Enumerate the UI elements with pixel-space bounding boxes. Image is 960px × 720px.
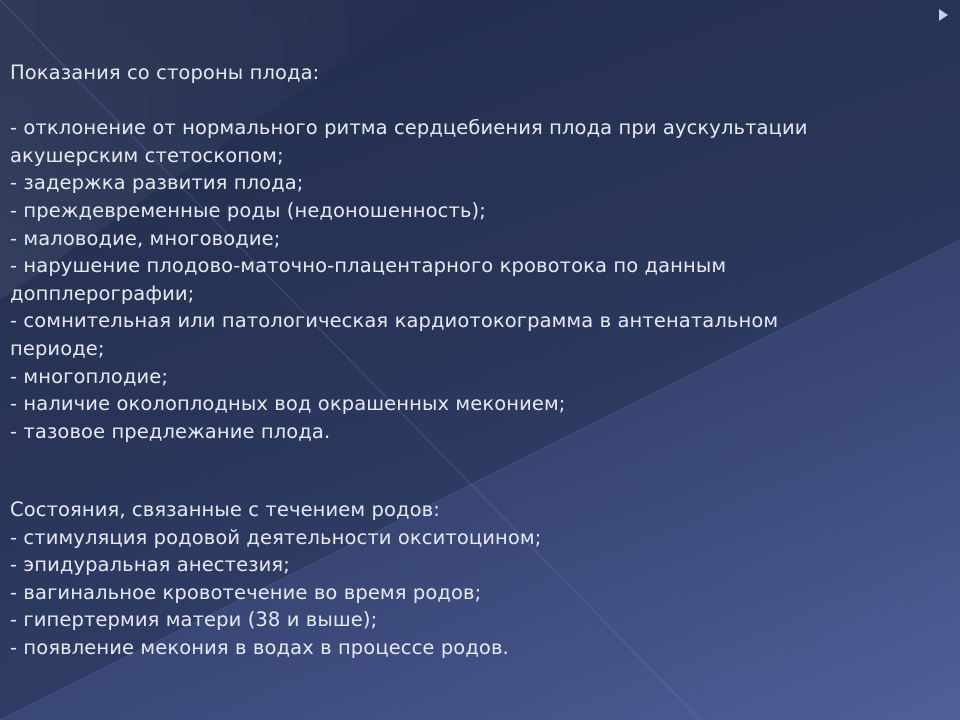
list-item: - задержка развития плода; [10,171,304,195]
labor-conditions-block [10,496,541,662]
list-item: - гипертермия матери (38 и выше); [10,608,378,632]
labor-conditions-heading: Состояния, связанные с течением родов: [10,498,440,521]
list-item: - появление мекония в водах в процессе родов. [10,635,509,659]
list-item: акушерским стетоскопом; [10,143,284,167]
list-item: - вагинальное кровотечение во время родов; [10,580,482,604]
list-item: - тазовое предлежание плода. [10,419,331,443]
list-item: - сомнительная или патологическая кардиотокограмма в антенатальном [10,309,779,333]
fetal-indications-block [10,59,808,445]
list-item: - эпидуральная анестезия; [10,553,290,577]
list-item: - маловодие, многоводие; [10,226,281,250]
list-item: - преждевременные роды (недоношенность); [10,198,486,222]
list-item: периоде; [10,336,105,360]
fetal-indications-heading: Показания со стороны плода: [10,61,320,84]
list-item: - стимуляция родовой деятельности окситоцином; [10,525,542,549]
list-item: - отклонение от нормального ритма сердцебиения плода при аускультации [10,116,808,140]
list-item: - наличие околоплодных вод окрашенных меконием; [10,392,566,416]
arrow-icon [939,9,948,21]
list-item: - многоплодие; [10,364,169,388]
list-item: допплерографии; [10,281,195,305]
blank-line [10,87,808,115]
list-item: - нарушение плодово-маточно-плацентарного кровотока по данным [10,254,727,278]
